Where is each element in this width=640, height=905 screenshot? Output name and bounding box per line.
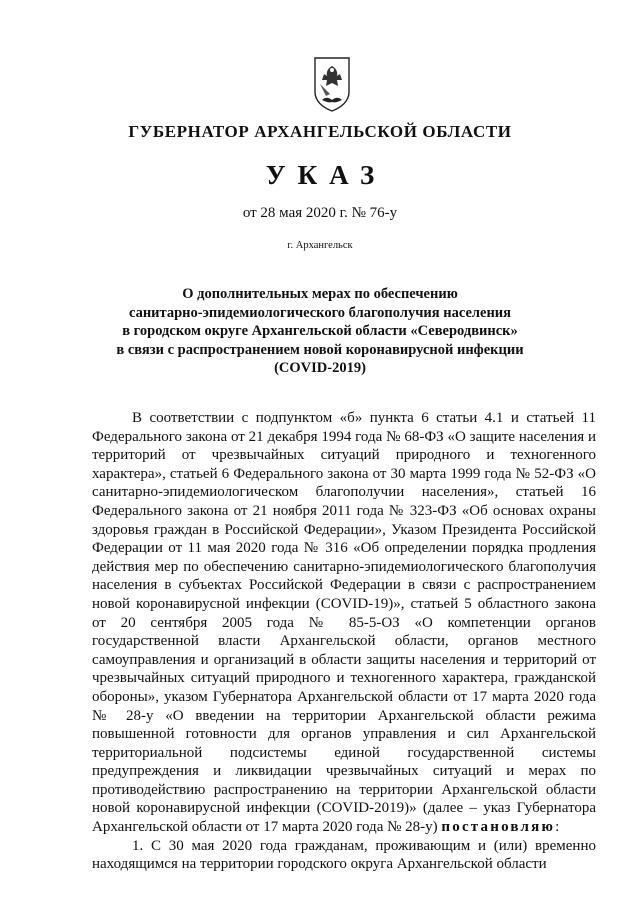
decree-word: постановляю	[441, 819, 556, 836]
title-line: в городском округе Архангельской области «Северодвинск»	[122, 323, 518, 340]
document-city: г. Архангельск	[287, 240, 353, 251]
document-title	[60, 285, 580, 378]
document-body	[92, 409, 596, 874]
document-date-number: от 28 мая 2020 г. № 76-у	[242, 205, 398, 221]
decree-suffix: :	[555, 819, 560, 836]
title-line: (COVID-2019)	[274, 360, 366, 377]
item-1-paragraph: 1. С 30 мая 2020 года гражданам, проживающим и (или) временно находящимся на территории городского округа Архангельской области	[92, 837, 596, 873]
preamble-text: В соответствии с подпунктом «б» пункта 6 статьи 4.1 и статьей 11 Федерального закона от 21 декабря 1994 года № 68-ФЗ «О защите населения и территорий от чрезвычайных ситуаций природного и техногенного характера», статьей 6 Федерального закона от 30 марта 1999 года № 52-ФЗ «О санитарно-эпидемиологическом благополучии населения», статьей 16 Федерального закона от 21 ноября 2011 года № 323-ФЗ «Об основах охраны здоровья граждан в Российской Федерации», Указом Президента Российской Федерации от 11 мая 2020 года № 316 «Об определении порядка продления действия мер по обеспечению санитарно-эпидемиологического благополучия населения в субъектах Российской Федерации в связи с распространением новой коронавирусной инфекции (COVID-19)», статьей 5 областного закона от 20 сентября 2005 года № 85-5-ОЗ «О компетенции органов государственной власти Архангельской области, органов местного самоуправления и организаций в области защиты населения и территорий от чрезвычайных ситуаций природного и техногенного характера, гражданской обороны», указом Губернатора Архангельской области от 17 марта 2020 года № 28-у «О введении на территории Архангельской области режима повышенной готовности для органов управления и сил Архангельской территориальной подсистемы единой государственной системы предупреждения и ликвидации чрезвычайных ситуаций и мерах по противодействию распространению на территории Архангельской области новой коронавирусной инфекции (COVID-2019)» (далее – указ Губернатора Архангельской области от 17 марта 2020 года № 28-у)	[92, 410, 596, 836]
title-line: в связи с распространением новой коронавирусной инфекции	[116, 341, 524, 358]
preamble-paragraph	[92, 409, 596, 837]
issuing-authority: ГУБЕРНАТОР АРХАНГЕЛЬСКОЙ ОБЛАСТИ	[128, 122, 512, 141]
title-line: О дополнительных мерах по обеспечению	[182, 286, 458, 302]
title-line: санитарно-эпидемиологического благополучия населения	[128, 304, 512, 321]
document-type: УКАЗ	[265, 160, 387, 190]
coat-of-arms-icon	[312, 56, 352, 112]
